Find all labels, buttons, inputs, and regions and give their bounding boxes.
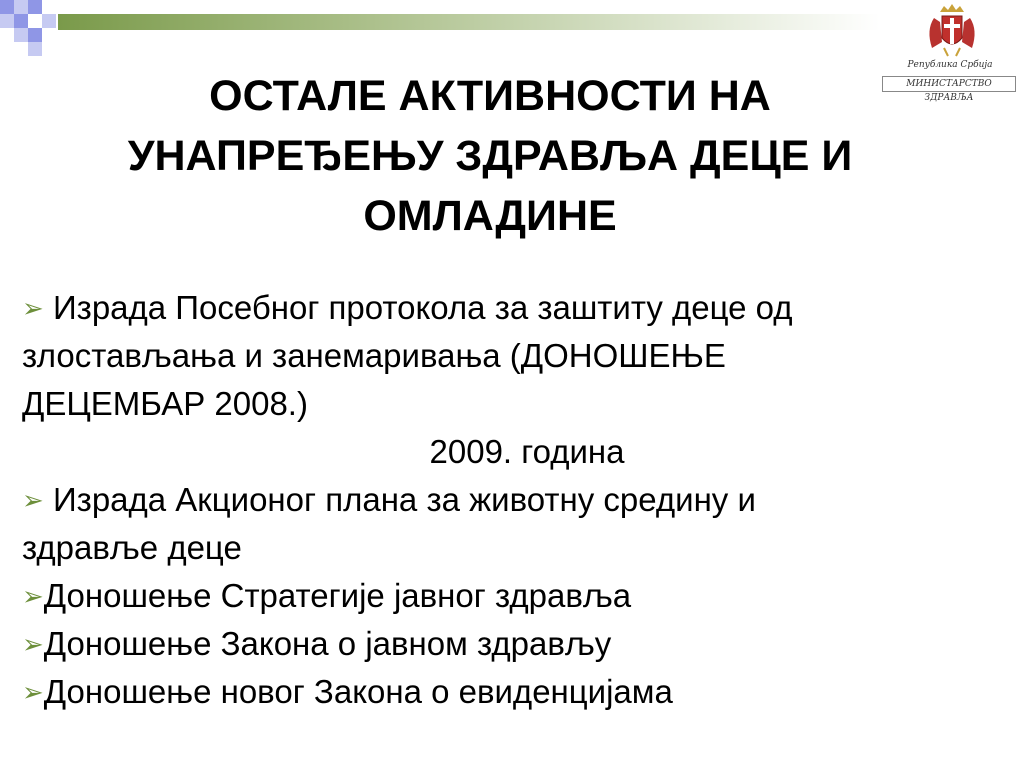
coat-of-arms-icon [880,4,1020,60]
deco-square [28,28,42,42]
deco-square [0,14,14,28]
deco-square [14,28,28,42]
title-line-1: ОСТАЛЕ АКТИВНОСТИ НА [209,72,771,120]
bullet-text: здравље деце [22,529,242,566]
title-line-3: ОМЛАДИНЕ [363,192,617,240]
bullet-item-records-law [22,668,1012,716]
bullet-text: Доношење Закона о јавном здрављу [43,625,612,662]
arrow-bullet-icon: ➢ [22,485,44,515]
arrow-bullet-icon: ➢ [22,629,44,659]
arrow-bullet-icon: ➢ [22,293,44,323]
deco-square [28,42,42,56]
bullet-text: Доношење Стратегије јавног здравља [43,577,632,614]
bullet-item-action-plan-cont [22,524,1012,572]
year-heading-text: 2009. година [429,433,625,470]
bullet-text: ДЕЦЕМБАР 2008.) [22,385,308,422]
bullet-item-protocol-cont [22,332,1012,380]
bullet-text: Израда Акционог плана за животну средину и [43,481,756,518]
deco-square [42,14,56,28]
arrow-bullet-icon: ➢ [22,581,44,611]
deco-square [14,0,28,14]
bullet-item-protocol [22,284,1012,332]
bullet-item-strategy [22,572,1012,620]
title-line-2: УНАПРЕЂЕЊУ ЗДРАВЉА ДЕЦЕ И [127,132,853,180]
slide-title [30,66,950,246]
header-gradient-bar [58,14,880,30]
logo-caption-country: Република Србија [907,60,993,70]
deco-square [14,14,28,28]
logo-caption-ministry: МИНИСТАРСТВО ЗДРАВЉА [882,76,1016,92]
year-heading [22,428,1012,476]
bullet-item-protocol-cont [22,380,1012,428]
bullet-item-public-health-law [22,620,1012,668]
arrow-bullet-icon: ➢ [22,677,44,707]
slide-body [22,284,1012,716]
decorative-squares [0,0,90,60]
bullet-text: злостављања и занемаривања (ДОНОШЕЊЕ [22,337,726,374]
deco-square [0,0,14,14]
deco-square [28,0,42,14]
bullet-text: Израда Посебног протокола за заштиту деце од [43,289,793,326]
bullet-item-action-plan [22,476,1012,524]
bullet-text: Доношење новог Закона о евиденцијама [43,673,673,710]
